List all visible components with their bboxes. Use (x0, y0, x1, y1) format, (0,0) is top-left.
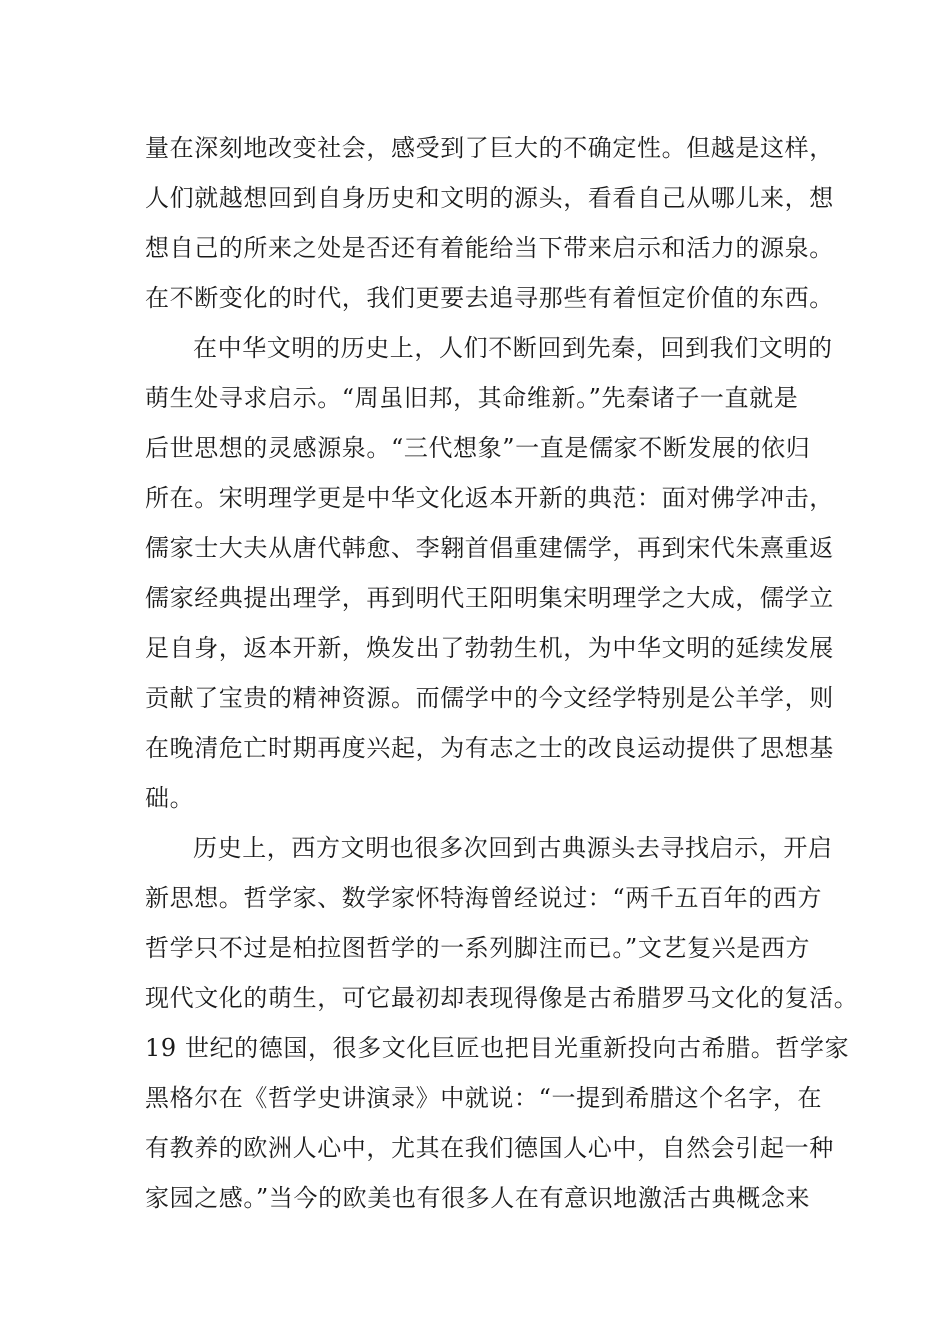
text-line: 在晚清危亡时期再度兴起，为有志之士的改良运动提供了思想基 (145, 734, 834, 762)
text-line: 黑格尔在《哲学史讲演录》中就说：“一提到希腊这个名字，在 (145, 1084, 823, 1112)
text-line: 足自身，返本开新，焕发出了勃勃生机，为中华文明的延续发展 (145, 634, 834, 662)
text-line: 所在。宋明理学更是中华文化返本开新的典范：面对佛学冲击， (145, 484, 834, 512)
text-line: 在不断变化的时代，我们更要去追寻那些有着恒定价值的东西。 (145, 284, 834, 312)
text-line: 新思想。哲学家、数学家怀特海曾经说过：“两千五百年的西方 (145, 884, 823, 912)
text-line: 19 世纪的德国，很多文化巨匠也把目光重新投向古希腊。哲学家 (145, 1034, 850, 1062)
text-line: 贡献了宝贵的精神资源。而儒学中的今文经学特别是公羊学，则 (145, 684, 834, 712)
paragraph-first-line: 历史上，西方文明也很多次回到古典源头去寻找启示，开启 (193, 834, 833, 862)
text-line: 家园之感。”当今的欧美也有很多人在有意识地激活古典概念来 (145, 1184, 811, 1212)
text-line: 儒家经典提出理学，再到明代王阳明集宋明理学之大成，儒学立 (145, 584, 834, 612)
paragraph-first-line: 在中华文明的历史上，人们不断回到先秦，回到我们文明的 (193, 334, 833, 362)
text-line: 有教养的欧洲人心中，尤其在我们德国人心中，自然会引起一种 (145, 1134, 834, 1162)
text-line: 哲学只不过是柏拉图哲学的一系列脚注而已。”文艺复兴是西方 (145, 934, 811, 962)
text-line: 人们就越想回到自身历史和文明的源头，看看自己从哪儿来，想 (145, 184, 834, 212)
text-line: 想自己的所来之处是否还有着能给当下带来启示和活力的源泉。 (145, 234, 834, 262)
text-line: 量在深刻地改变社会，感受到了巨大的不确定性。但越是这样， (145, 134, 834, 162)
text-line: 萌生处寻求启示。“周虽旧邦，其命维新。”先秦诸子一直就是 (145, 384, 799, 412)
text-line: 现代文化的萌生，可它最初却表现得像是古希腊罗马文化的复活。 (145, 984, 859, 1012)
text-line: 儒家士大夫从唐代韩愈、李翱首倡重建儒学，再到宋代朱熹重返 (145, 534, 834, 562)
text-line: 础。 (145, 784, 195, 812)
text-line: 后世思想的灵感源泉。“三代想象”一直是儒家不断发展的依归 (145, 434, 811, 462)
